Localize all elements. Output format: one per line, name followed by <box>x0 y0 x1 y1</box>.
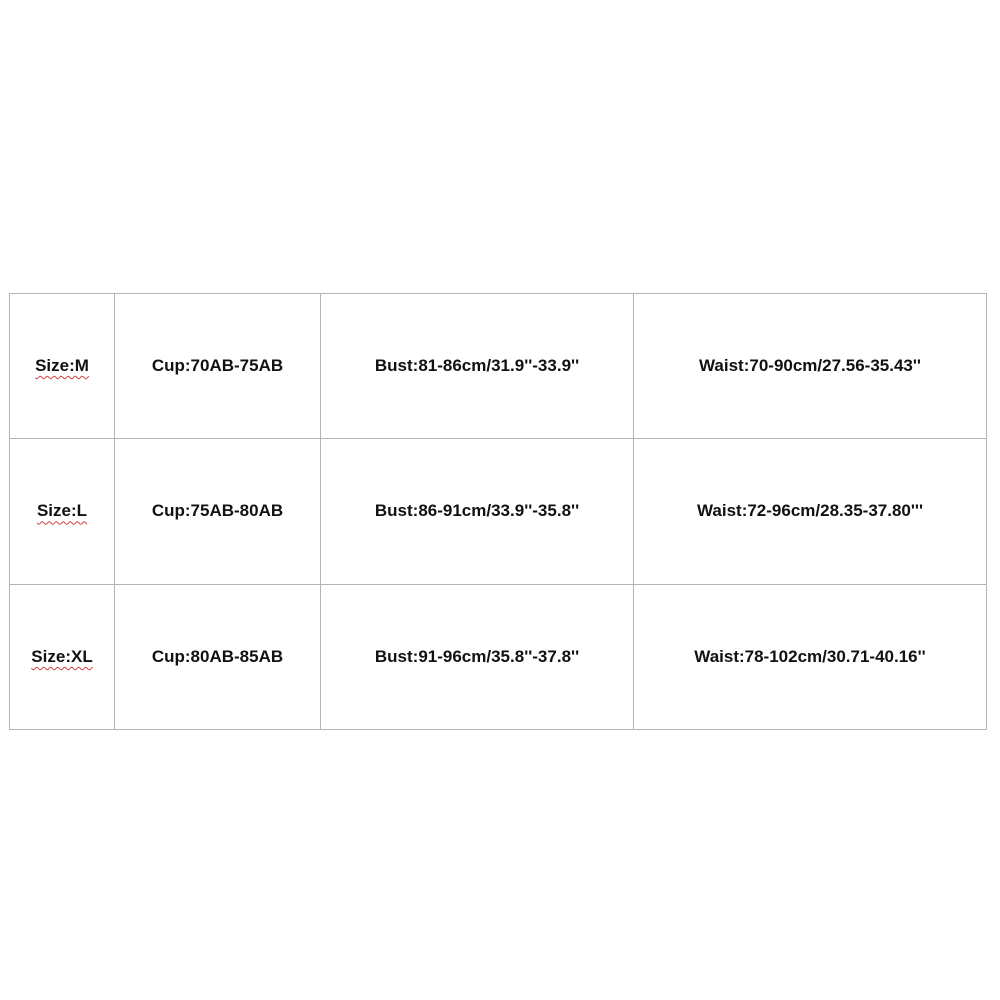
bust-cell: Bust:81-86cm/31.9''-33.9'' <box>321 294 634 439</box>
bust-cell: Bust:86-91cm/33.9''-35.8'' <box>321 439 634 584</box>
size-label: Size:L <box>36 501 88 521</box>
table-row <box>10 584 987 729</box>
cup-cell: Cup:80AB-85AB <box>115 584 321 729</box>
table-row <box>10 439 987 584</box>
waist-cell: Waist:70-90cm/27.56-35.43'' <box>634 294 987 439</box>
bust-cell: Bust:91-96cm/35.8''-37.8'' <box>321 584 634 729</box>
size-cell <box>10 294 115 439</box>
size-label: Size:M <box>35 356 89 376</box>
size-label: Size:XL <box>31 646 93 666</box>
waist-cell: Waist:78-102cm/30.71-40.16'' <box>634 584 987 729</box>
size-chart-table <box>9 293 987 730</box>
size-cell <box>10 584 115 729</box>
cup-cell: Cup:70AB-75AB <box>115 294 321 439</box>
table-row <box>10 294 987 439</box>
cup-cell: Cup:75AB-80AB <box>115 439 321 584</box>
size-cell <box>10 439 115 584</box>
waist-cell: Waist:72-96cm/28.35-37.80''' <box>634 439 987 584</box>
